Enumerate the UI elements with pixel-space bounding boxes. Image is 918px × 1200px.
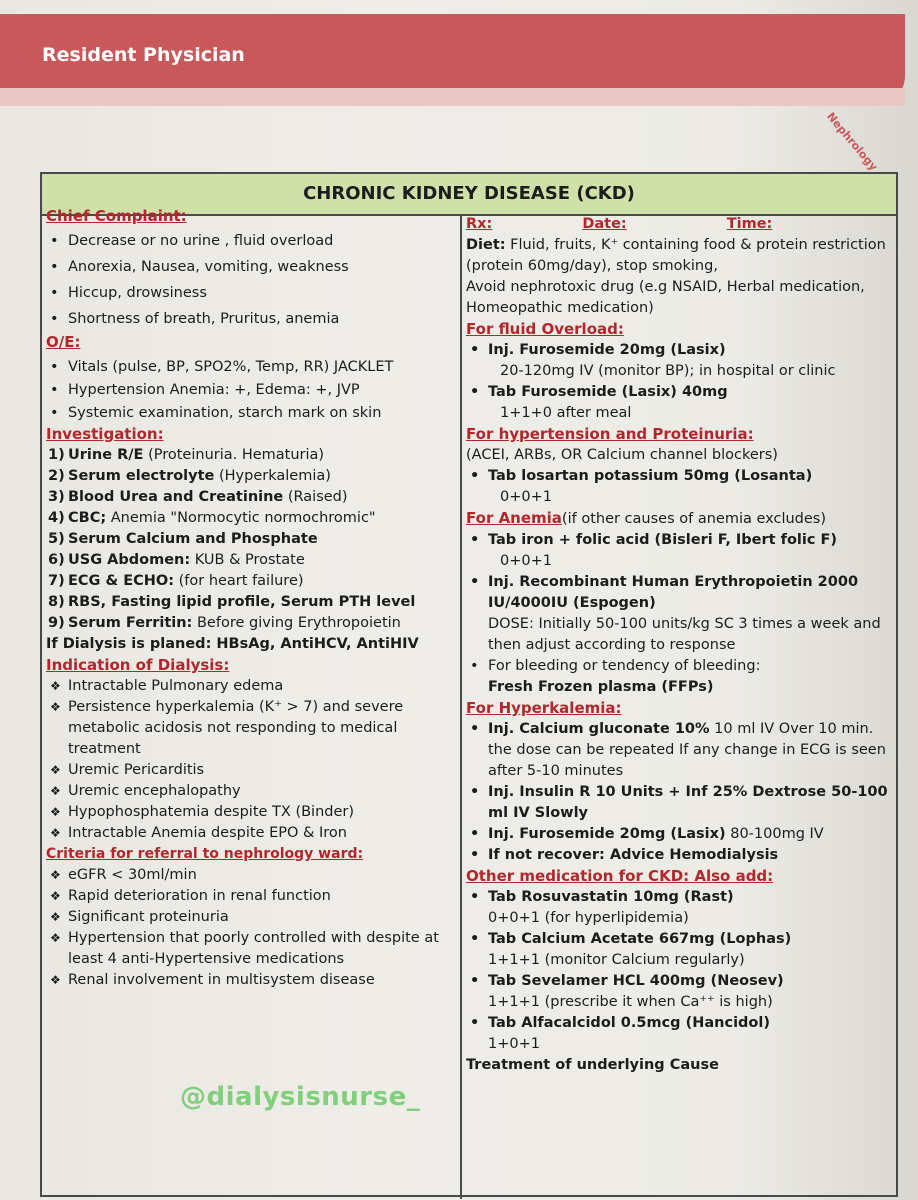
- bullet-icon: •: [470, 973, 480, 989]
- indication-item: ❖ Intractable Pulmonary edema: [46, 676, 446, 697]
- list-item: • Tab Sevelamer HCL 400mg (Neosev): [466, 971, 896, 992]
- list-item: • Inj. Furosemide 20mg (Lasix) 80-100mg IV: [466, 824, 896, 845]
- dose-note: 0+0+1: [500, 489, 552, 505]
- bullet-icon: •: [470, 721, 480, 737]
- rx-header: [466, 214, 896, 235]
- htn-heading: For hypertension and Proteinuria:: [466, 425, 754, 443]
- dose-note: 1+1+0 after meal: [500, 405, 632, 421]
- dialysis-note: If Dialysis is planed: HBsAg, AntiHCV, AntiHIV: [46, 636, 419, 652]
- avoid-text: Avoid nephrotoxic drug (e.g NSAID, Herbal medication, Homeopathic medication): [466, 279, 865, 316]
- investigation-list: [46, 445, 446, 634]
- diamond-bullet-icon: ❖: [50, 889, 61, 903]
- referral-item: ❖ Rapid deterioration in renal function: [46, 886, 446, 907]
- diamond-bullet-icon: ❖: [50, 805, 61, 819]
- list-item: • Hiccup, drowsiness: [46, 283, 446, 304]
- bullet-icon: •: [50, 359, 59, 375]
- indication-item: ❖ Hypophosphatemia despite TX (Binder): [46, 802, 446, 823]
- investigation-item: 3) Blood Urea and Creatinine (Raised): [48, 489, 348, 505]
- list-item: • Anorexia, Nausea, vomiting, weakness: [46, 257, 446, 278]
- watermark: @dialysisnurse_: [180, 1082, 421, 1112]
- dose-note: 20-120mg IV (monitor BP); in hospital or clinic: [500, 363, 836, 379]
- diamond-bullet-icon: ❖: [50, 910, 61, 924]
- date-label: Date:: [582, 216, 627, 232]
- dose-note: 0+0+1: [500, 553, 552, 569]
- investigation-item: 6) USG Abdomen: KUB & Prostate: [48, 552, 305, 568]
- list-item: • Systemic examination, starch mark on skin: [46, 403, 446, 424]
- bullet-icon: •: [50, 285, 59, 301]
- fluid-heading: For fluid Overload:: [466, 320, 624, 338]
- other-heading: Other medication for CKD: Also add:: [466, 867, 774, 885]
- list-item: • Tab losartan potassium 50mg (Losanta): [466, 466, 896, 487]
- anemia-heading: For Anemia: [466, 509, 562, 527]
- book-title: Resident Physician: [42, 44, 245, 66]
- list-item: • Hypertension Anemia: +, Edema: +, JVP: [46, 380, 446, 401]
- investigation-heading: Investigation:: [46, 425, 164, 443]
- bullet-icon: •: [470, 847, 480, 863]
- investigation-item: 5) Serum Calcium and Phosphate: [48, 531, 318, 547]
- referral-item: ❖ Hypertension that poorly controlled with despite at least 4 anti-Hypertensive medications: [50, 930, 439, 967]
- list-item: • Inj. Insulin R 10 Units + Inf 25% Dextrose 50-100 ml IV Slowly: [470, 784, 888, 821]
- investigation-item: 4) CBC; Anemia "Normocytic normochromic": [48, 510, 376, 526]
- dose-note: 0+0+1 (for hyperlipidemia): [488, 910, 689, 926]
- indication-item: ❖ Persistence hyperkalemia (K⁺ > 7) and severe metabolic acidosis not responding to medical treatment: [50, 699, 404, 757]
- referral-heading: Criteria for referral to nephrology ward:: [46, 846, 364, 862]
- dose-note: 1+1+1 (prescribe it when Ca⁺⁺ is high): [488, 994, 773, 1010]
- anemia-heading-row: For Anemia(if other causes of anemia excludes): [466, 509, 826, 527]
- indication-heading: Indication of Dialysis:: [46, 656, 230, 674]
- bullet-icon: •: [470, 826, 480, 842]
- investigation-item: 9) Serum Ferritin: Before giving Erythropoietin: [48, 615, 401, 631]
- investigation-item: 8) RBS, Fasting lipid profile, Serum PTH level: [48, 594, 416, 610]
- list-item: • Vitals (pulse, BP, SPO2%, Temp, RR) JACKLET: [46, 357, 446, 378]
- referral-item: ❖ eGFR < 30ml/min: [46, 865, 446, 886]
- bullet-icon: •: [50, 311, 59, 327]
- rx-label: Rx:: [466, 216, 493, 232]
- ffp-text: Fresh Frozen plasma (FFPs): [488, 679, 714, 695]
- list-item: • Tab Rosuvastatin 10mg (Rast): [466, 887, 896, 908]
- time-label: Time:: [726, 216, 773, 232]
- chief-complaint-heading: Chief Complaint:: [46, 207, 187, 225]
- investigation-item: 1) Urine R/E (Proteinuria. Hematuria): [48, 447, 325, 463]
- bullet-icon: •: [470, 468, 480, 484]
- list-item: • Inj. Calcium gluconate 10% 10 ml IV Over 10 min. the dose can be repeated If any change in ECG is seen after 5-10 minutes: [470, 721, 886, 779]
- bullet-icon: •: [50, 382, 59, 398]
- investigation-item: 7) ECG & ECHO: (for heart failure): [48, 573, 304, 589]
- list-item: • Tab Furosemide (Lasix) 40mg: [466, 382, 896, 403]
- bullet-icon: •: [470, 342, 480, 358]
- bullet-icon: •: [470, 1015, 480, 1031]
- bullet-icon: •: [470, 574, 480, 590]
- bullet-icon: •: [470, 532, 480, 548]
- list-item: • Tab iron + folic acid (Bisleri F, Ibert folic F): [466, 530, 896, 551]
- bullet-icon: •: [470, 384, 480, 400]
- dose-note: 1+1+1 (monitor Calcium regularly): [488, 952, 745, 968]
- list-item: • For bleeding or tendency of bleeding:: [466, 656, 896, 677]
- bullet-icon: •: [470, 889, 480, 905]
- list-item: • Tab Calcium Acetate 667mg (Lophas): [466, 929, 896, 950]
- diamond-bullet-icon: ❖: [50, 784, 61, 798]
- indication-item: ❖ Uremic Pericarditis: [46, 760, 446, 781]
- referral-item: ❖ Significant proteinuria: [46, 907, 446, 928]
- diamond-bullet-icon: ❖: [50, 700, 61, 714]
- bullet-icon: •: [470, 931, 480, 947]
- diamond-bullet-icon: ❖: [50, 868, 61, 882]
- diamond-bullet-icon: ❖: [50, 973, 61, 987]
- diamond-bullet-icon: ❖: [50, 826, 61, 840]
- bullet-icon: •: [50, 259, 59, 275]
- investigation-item: 2) Serum electrolyte (Hyperkalemia): [48, 468, 331, 484]
- oe-heading: O/E:: [46, 333, 81, 351]
- list-item: • Inj. Recombinant Human Erythropoietin 2000 IU/4000IU (Espogen): [470, 574, 859, 611]
- diamond-bullet-icon: ❖: [50, 931, 61, 945]
- chapter-tab: Nephrology: [824, 110, 881, 174]
- list-item: • Tab Alfacalcidol 0.5mcg (Hancidol): [466, 1013, 896, 1034]
- referral-item: ❖ Renal involvement in multisystem disease: [46, 970, 446, 991]
- diamond-bullet-icon: ❖: [50, 763, 61, 777]
- column-divider: [460, 216, 462, 1199]
- bullet-icon: •: [470, 658, 479, 674]
- htn-sub: (ACEI, ARBs, OR Calcium channel blockers): [466, 447, 778, 463]
- footer-note: Treatment of underlying Cause: [466, 1057, 719, 1073]
- dose-note: 1+0+1: [488, 1036, 540, 1052]
- list-item: • Shortness of breath, Pruritus, anemia: [46, 309, 446, 330]
- indication-item: ❖ Intractable Anemia despite EPO & Iron: [46, 823, 446, 844]
- left-column: [46, 206, 446, 991]
- bullet-icon: •: [470, 784, 480, 800]
- bullet-icon: •: [50, 233, 59, 249]
- hyperk-heading: For Hyperkalemia:: [466, 699, 622, 717]
- header-banner-stripe: [0, 88, 905, 106]
- diet-text: Diet: Fluid, fruits, K⁺ containing food & protein restriction (protein 60mg/day), stop smoking,: [466, 237, 886, 274]
- referral-list: [46, 865, 446, 991]
- table-title: CHRONIC KIDNEY DISEASE (CKD): [42, 174, 896, 216]
- indication-item: ❖ Uremic encephalopathy: [46, 781, 446, 802]
- list-item: • Decrease or no urine , fluid overload: [46, 231, 446, 252]
- diamond-bullet-icon: ❖: [50, 679, 61, 693]
- indication-list: [46, 676, 446, 844]
- bullet-icon: •: [50, 405, 59, 421]
- dose-note: DOSE: Initially 50-100 units/kg SC 3 times a week and then adjust according to response: [488, 616, 881, 653]
- right-column: [466, 214, 896, 1076]
- list-item: • Inj. Furosemide 20mg (Lasix): [466, 340, 896, 361]
- list-item: • If not recover: Advice Hemodialysis: [466, 845, 896, 866]
